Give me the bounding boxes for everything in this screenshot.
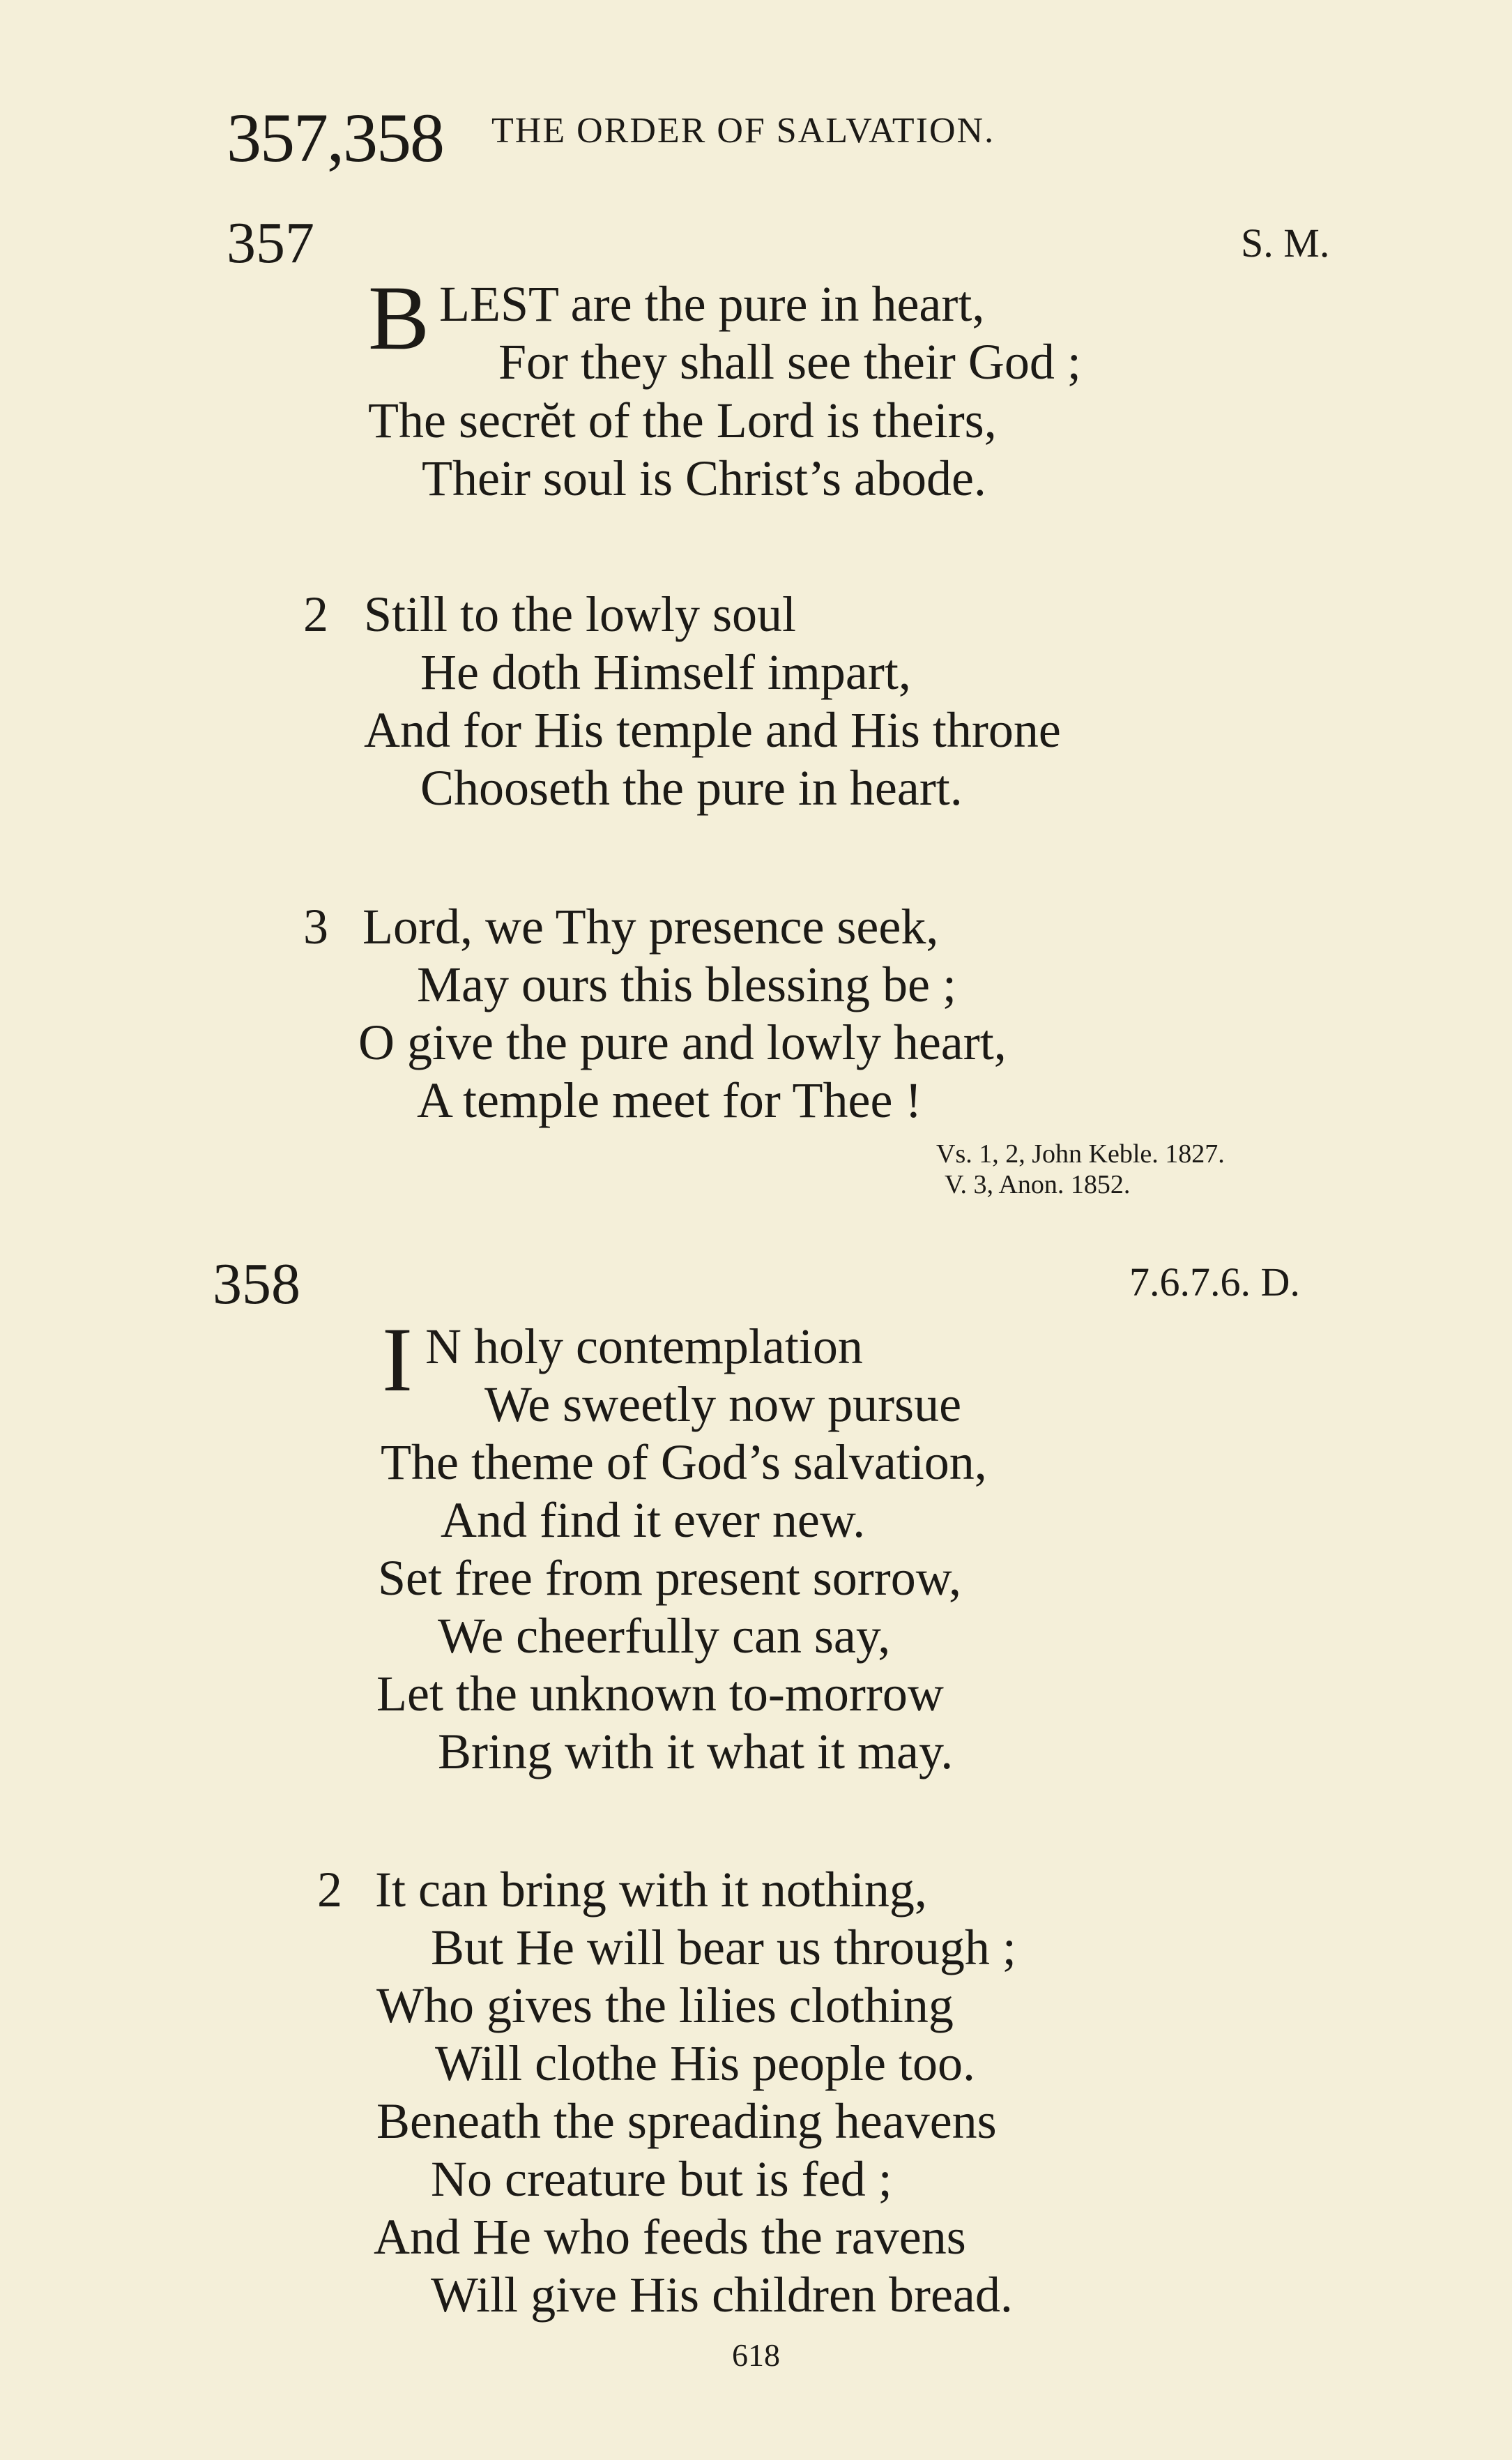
hymn-357-line-1: LEST are the pure in heart, xyxy=(439,276,985,332)
hymn-358-line-2: We sweetly now pursue xyxy=(484,1376,962,1432)
hymn-357-line-4: Their soul is Christ’s abode. xyxy=(422,450,986,506)
running-title: THE ORDER OF SALVATION. xyxy=(491,111,995,151)
hymn-357-v2-line-2: He doth Himself impart, xyxy=(420,644,911,700)
hymn-357-v2-line-4: Chooseth the pure in heart. xyxy=(420,760,963,816)
hymn-358-v2-line-2: But He will bear us through ; xyxy=(431,1920,1016,1975)
hymn-357-v3-line-2: May ours this blessing be ; xyxy=(417,957,956,1012)
page-number: 618 xyxy=(732,2337,780,2373)
hymn-358-line-4: And find it ever new. xyxy=(441,1492,866,1548)
hymn-358-number: 358 xyxy=(213,1252,300,1316)
hymn-357-number: 357 xyxy=(227,211,314,275)
hymn-357-v3-line-4: A temple meet for Thee ! xyxy=(417,1072,922,1128)
hymn-358-line-5: Set free from present sorrow, xyxy=(378,1550,962,1606)
hymn-357-drop-cap: B xyxy=(368,266,430,369)
hymn-358-v2-line-6: No creature but is fed ; xyxy=(431,2151,892,2207)
hymn-357-attribution-1: Vs. 1, 2, John Keble. 1827. xyxy=(936,1139,1225,1169)
hymn-358-line-8: Bring with it what it may. xyxy=(438,1724,954,1779)
hymn-358-v2-line-1: It can bring with it nothing, xyxy=(375,1862,927,1918)
hymn-357-line-2: For they shall see their God ; xyxy=(498,334,1081,390)
hymn-358-line-7: Let the unknown to-morrow xyxy=(376,1666,944,1722)
hymn-358-line-3: The theme of God’s salvation, xyxy=(381,1434,987,1490)
hymn-358-v2-line-4: Will clothe His people too. xyxy=(435,2035,975,2091)
hymn-358-v2-line-8: Will give His children bread. xyxy=(431,2267,1013,2323)
hymn-358-meter: 7.6.7.6. D. xyxy=(1129,1259,1300,1305)
hymn-357-v2-line-1: Still to the lowly soul xyxy=(364,586,797,642)
hymn-358-verse-2-number: 2 xyxy=(317,1862,342,1918)
hymn-357-v2-line-3: And for His temple and His throne xyxy=(364,702,1061,758)
hymn-358-line-1: N holy contemplation xyxy=(425,1319,863,1374)
hymn-357-line-3: The secrĕt of the Lord is theirs, xyxy=(368,393,997,448)
header-hymn-numbers: 357,358 xyxy=(227,99,443,176)
hymn-357-v3-line-1: Lord, we Thy presence seek, xyxy=(362,899,939,955)
hymn-358-v2-line-5: Beneath the spreading heavens xyxy=(376,2093,997,2149)
hymn-358-v2-line-7: And He who feeds the ravens xyxy=(374,2209,966,2265)
hymn-358-v2-line-3: Who gives the lilies clothing xyxy=(376,1977,954,2033)
hymn-358-drop-cap: I xyxy=(382,1308,413,1411)
hymn-357-verse-2-number: 2 xyxy=(303,586,328,642)
hymn-357-attribution-2: V. 3, Anon. 1852. xyxy=(945,1170,1131,1199)
hymn-357-meter: S. M. xyxy=(1241,220,1330,266)
hymn-358-line-6: We cheerfully can say, xyxy=(438,1608,891,1664)
hymn-357-v3-line-3: O give the pure and lowly heart, xyxy=(358,1015,1007,1070)
hymn-357-verse-3-number: 3 xyxy=(303,899,328,955)
